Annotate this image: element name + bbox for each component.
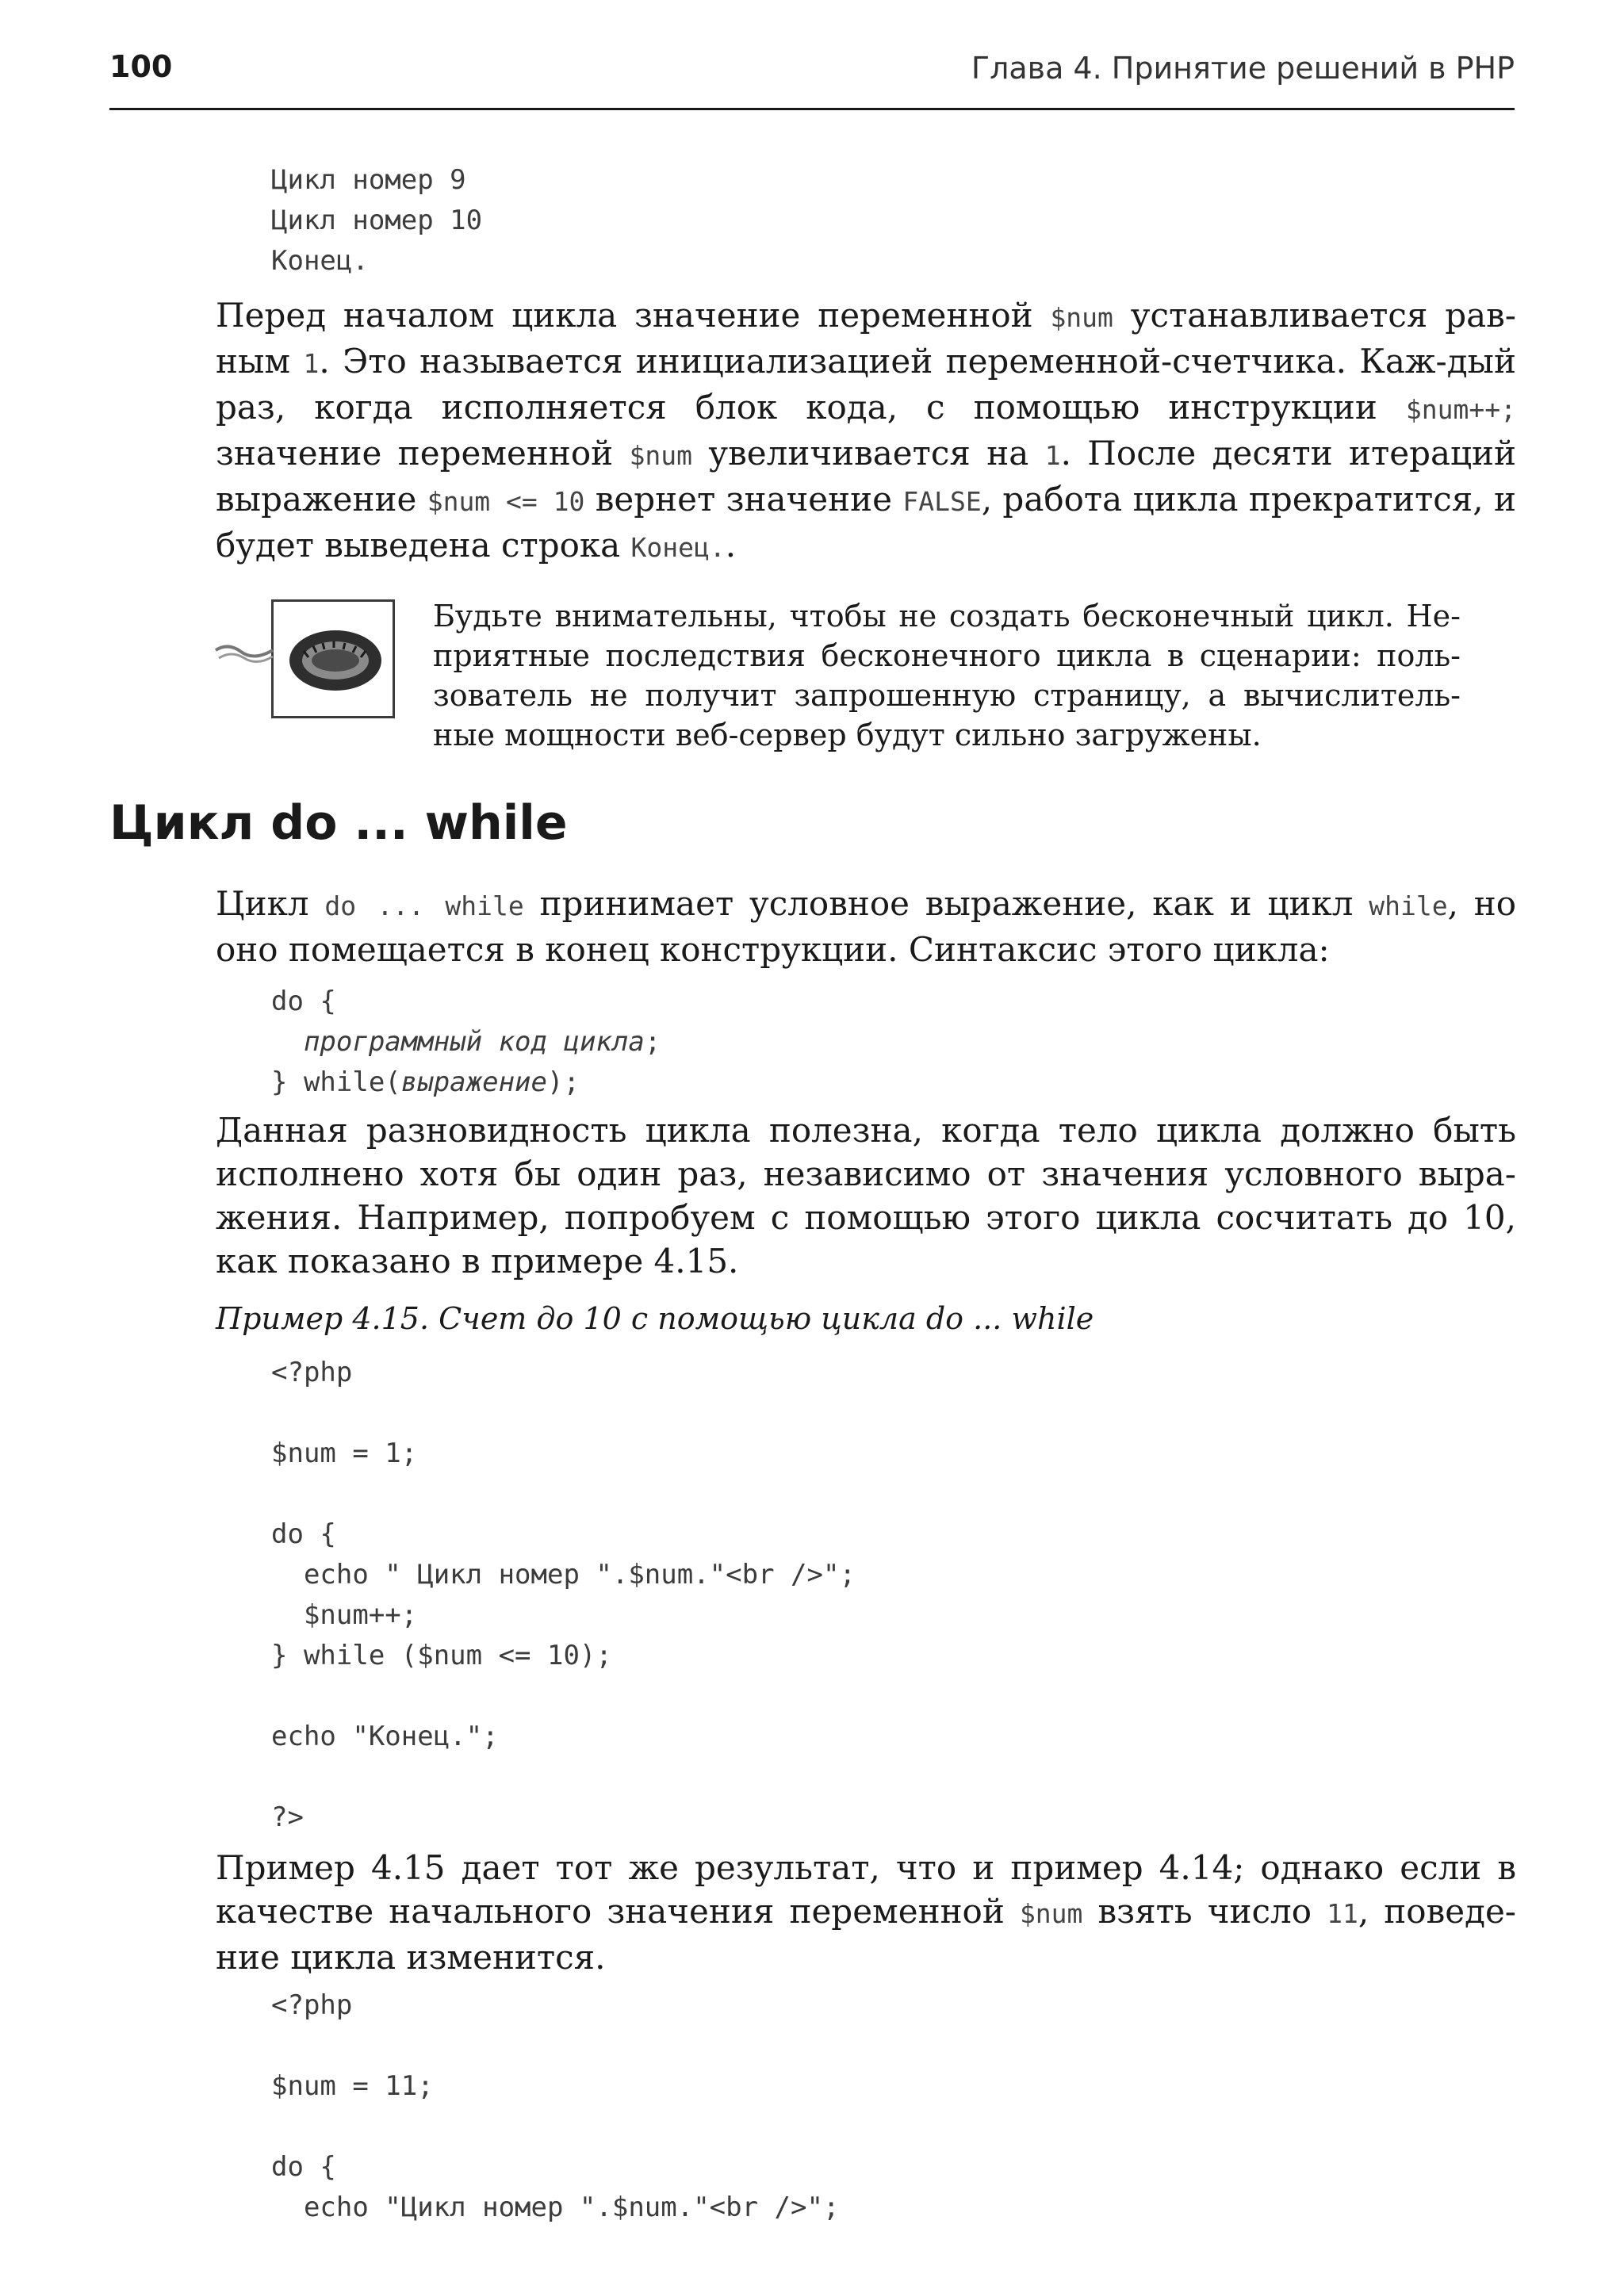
example-caption: Пример 4.15. Счет до 10 с помощью цикла do ... while bbox=[216, 1301, 1094, 1336]
code-line: do { bbox=[271, 986, 336, 1017]
page-number: 100 bbox=[109, 49, 173, 84]
syntax-listing: do { программный код цикла; } while(выражение); bbox=[271, 986, 661, 1098]
paragraph-initialization: Перед началом цикла значение переменной $num устанавливается рав-ным 1. Это называется инициализацией переменной-счетчика. Каж-дый раз, когда исполняется блок кода, с помощью инструкции $num++; значение переменной $num увеличивается на 1. После десяти итераций выражение $num <= 10 вернет значение FALSE, работа цикла прекратится, и будет выведена строка Конец.. bbox=[216, 296, 1517, 565]
chapter-title: Глава 4. Принятие решений в PHP bbox=[971, 51, 1515, 86]
warning-text: Будьте внимательны, чтобы не создать бесконечный цикл. Не-приятные последствия бесконечного цикла в сценарии: поль-зователь не получит запрошенную страницу, а вычислитель-ные мощности веб-сервер будут сильно загружены. bbox=[433, 599, 1461, 752]
second-listing: <?php $num = 11; do { echo "Цикл номер ".$num."<br />"; bbox=[271, 1989, 840, 2223]
code-line: Конец. bbox=[271, 245, 369, 277]
paragraph-usage: Данная разновидность цикла полезна, когда тело цикла должно быть исполнено хотя бы один раз, независимо от значения условного выра-жения. Например, попробуем с помощью этого цикла сосчитать до 10, как показано в примере 4.15. bbox=[216, 1111, 1516, 1281]
page-header bbox=[109, 49, 1515, 110]
code-line: Цикл номер 10 bbox=[271, 205, 483, 236]
paragraph-comparison: Пример 4.15 дает тот же результат, что и пример 4.14; однако если в качестве начального значения переменной $num взять число 11, поведе-ние цикла изменится. bbox=[216, 1848, 1516, 1977]
section-heading: Цикл do ... while bbox=[109, 795, 568, 851]
trap-chain-icon bbox=[213, 626, 276, 674]
code-line: Цикл номер 9 bbox=[271, 164, 466, 196]
output-listing bbox=[271, 160, 482, 281]
trap-icon bbox=[271, 599, 395, 718]
paragraph-do-while-intro: Цикл do ... while принимает условное выражение, как и цикл while, но оно помещается в конец конструкции. Синтаксис этого цикла: bbox=[216, 884, 1517, 969]
example-listing: <?php $num = 1; do { echo " Цикл номер ".$num."<br />"; $num++; } while ($num <= 10); echo "Конец."; ?> bbox=[271, 1357, 856, 1833]
